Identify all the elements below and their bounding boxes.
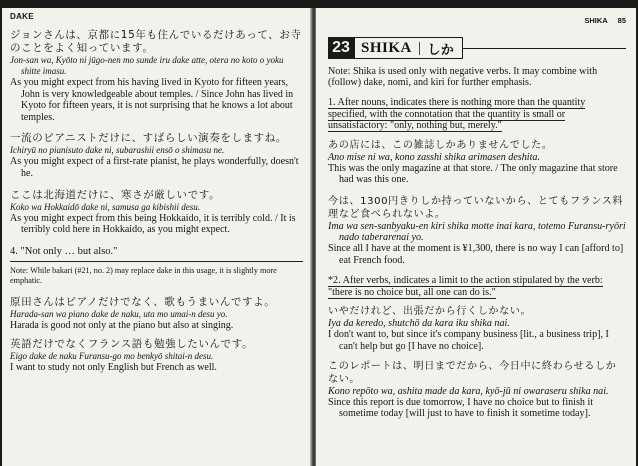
usage-note: Note: While bakari (#21, no. 2) may replace dake in this usage, it is slightly more emphatic. <box>10 265 277 286</box>
entry-number: 23 <box>328 37 354 59</box>
japanese-sentence: このレポートは、明日までだから、今日中に終わらせるしかない。 <box>328 360 617 385</box>
english-translation: As you might expect of a first-rate pianist, he plays wonderfully, doesn't he. <box>10 156 299 179</box>
romaji-sentence: Jon-san wa, Kyōto ni jūgo-nen mo sunde iru dake atte, otera no koto o yoku shitte imasu. <box>10 55 284 76</box>
left-page <box>2 8 311 466</box>
example-block <box>10 132 303 179</box>
japanese-sentence: あの店には、この雑誌しかありませんでした。 <box>328 139 553 151</box>
example-block <box>10 338 303 374</box>
section-4-heading: 4. "Not only … but also." <box>10 245 118 257</box>
english-translation: Since this report is due tomorrow, I have no choice but to finish it sometime today [will just to have to finish it sometime today]. <box>328 396 594 420</box>
romaji-sentence: Iya da keredo, shutchō da kara iku shika nai. <box>328 318 510 330</box>
section-divider <box>10 261 303 262</box>
japanese-sentence: 一流のピアニストだけに、すばらしい演奏をしますね。 <box>10 132 287 145</box>
japanese-sentence: 今は、1300円きりしか持っていないから、とてもフランス料理など食べられないよ。 <box>328 195 624 220</box>
example-block <box>10 296 303 332</box>
romaji-sentence: Harada-san wa piano dake de naku, uta mo umai-n desu yo. <box>10 308 228 319</box>
title-rule <box>463 48 626 49</box>
right-page <box>316 8 636 466</box>
english-translation: As you might expect from his having lived in Kyoto for fifteen years, John is very knowledgeable about temples. / Since John has lived in Kyoto for fifteen years, it is not surprising that he knows a lot about temples. <box>10 77 294 123</box>
english-translation: Harada is good not only at the piano but also at singing. <box>10 319 234 331</box>
entry-title-romaji: SHIKA <box>361 39 412 56</box>
example-block <box>10 29 303 123</box>
example-block <box>10 189 303 236</box>
romaji-sentence: Kono repōto wa, ashita made da kara, kyō-jū ni owaraseru shika nai. <box>328 385 609 397</box>
section-2-heading <box>328 275 626 298</box>
entry-title-bar <box>328 36 626 60</box>
title-separator: | <box>417 39 422 56</box>
japanese-sentence: いやだけれど、出張だから行くしかない。 <box>328 306 532 318</box>
romaji-sentence: Ano mise ni wa, kono zasshi shika arimasen deshita. <box>328 151 540 163</box>
english-translation: I don't want to, but since it's company business [lit., a business trip], I can't help but go [I have no choice]. <box>328 329 609 352</box>
page-number: 85 <box>617 16 626 25</box>
section-2-heading-text: *2. After verbs, indicates a limit to the action stipulated by the verb: "there is no choice but, all one can do is." <box>328 275 603 298</box>
example-block <box>328 195 626 266</box>
english-translation: I want to study not only English but French as well. <box>10 362 217 374</box>
entry-note: Note: Shika is used only with negative verbs. It may combine with (follow) dake, nomi, and kiri for further emphasis. <box>328 66 598 88</box>
example-block <box>328 139 626 186</box>
japanese-sentence: 原田さんはピアノだけでなく、歌もうまいんですよ。 <box>10 295 276 308</box>
english-translation: Since all I have at the moment is ¥1,300, there is no way I can [afford to] eat French food. <box>328 242 624 266</box>
japanese-sentence: ここは北海道だけに、寒さが厳しいです。 <box>10 188 221 201</box>
section-1-heading-text: 1. After nouns, indicates there is nothing more than the quantity specified, with the connotation that the quantity is small or unsatisfactory: "only, nothing but, merely." <box>328 97 586 132</box>
entry-title-kana: しか <box>427 42 455 58</box>
romaji-sentence: Ima wa sen-sanbyaku-en kiri shika motte inai kara, totemo Furansu-ryōri nado taberarenai yo. <box>328 220 626 243</box>
running-head-right <box>328 16 626 34</box>
romaji-sentence: Ichiryū no pianisuto dake ni, subarashii ensō o shimasu ne. <box>10 145 225 156</box>
example-block <box>328 360 626 420</box>
section-1-heading <box>328 97 626 132</box>
running-head-title: SHIKA <box>584 16 608 25</box>
english-translation: As you might expect from this being Hokkaido, it is terribly cold. / It is terribly cold here in Hokkaido, as you might expect. <box>10 212 296 236</box>
entry-title <box>354 37 463 59</box>
running-head-left: DAKE <box>10 12 34 21</box>
example-block <box>328 305 626 352</box>
japanese-sentence: 英語だけでなくフランス語も勉強したいんです。 <box>10 338 254 351</box>
romaji-sentence: Koko wa Hokkaidō dake ni, samusa ga kibishii desu. <box>10 201 200 212</box>
english-translation: This was the only magazine at that store. / The only magazine that store had was this one. <box>328 162 618 186</box>
romaji-sentence: Eigo dake de naku Furansu-go mo benkyō shitai-n desu. <box>10 351 214 362</box>
japanese-sentence: ジョンさんは、京都に15年も住んでいるだけあって、お寺のことをよく知っています。 <box>10 29 302 54</box>
